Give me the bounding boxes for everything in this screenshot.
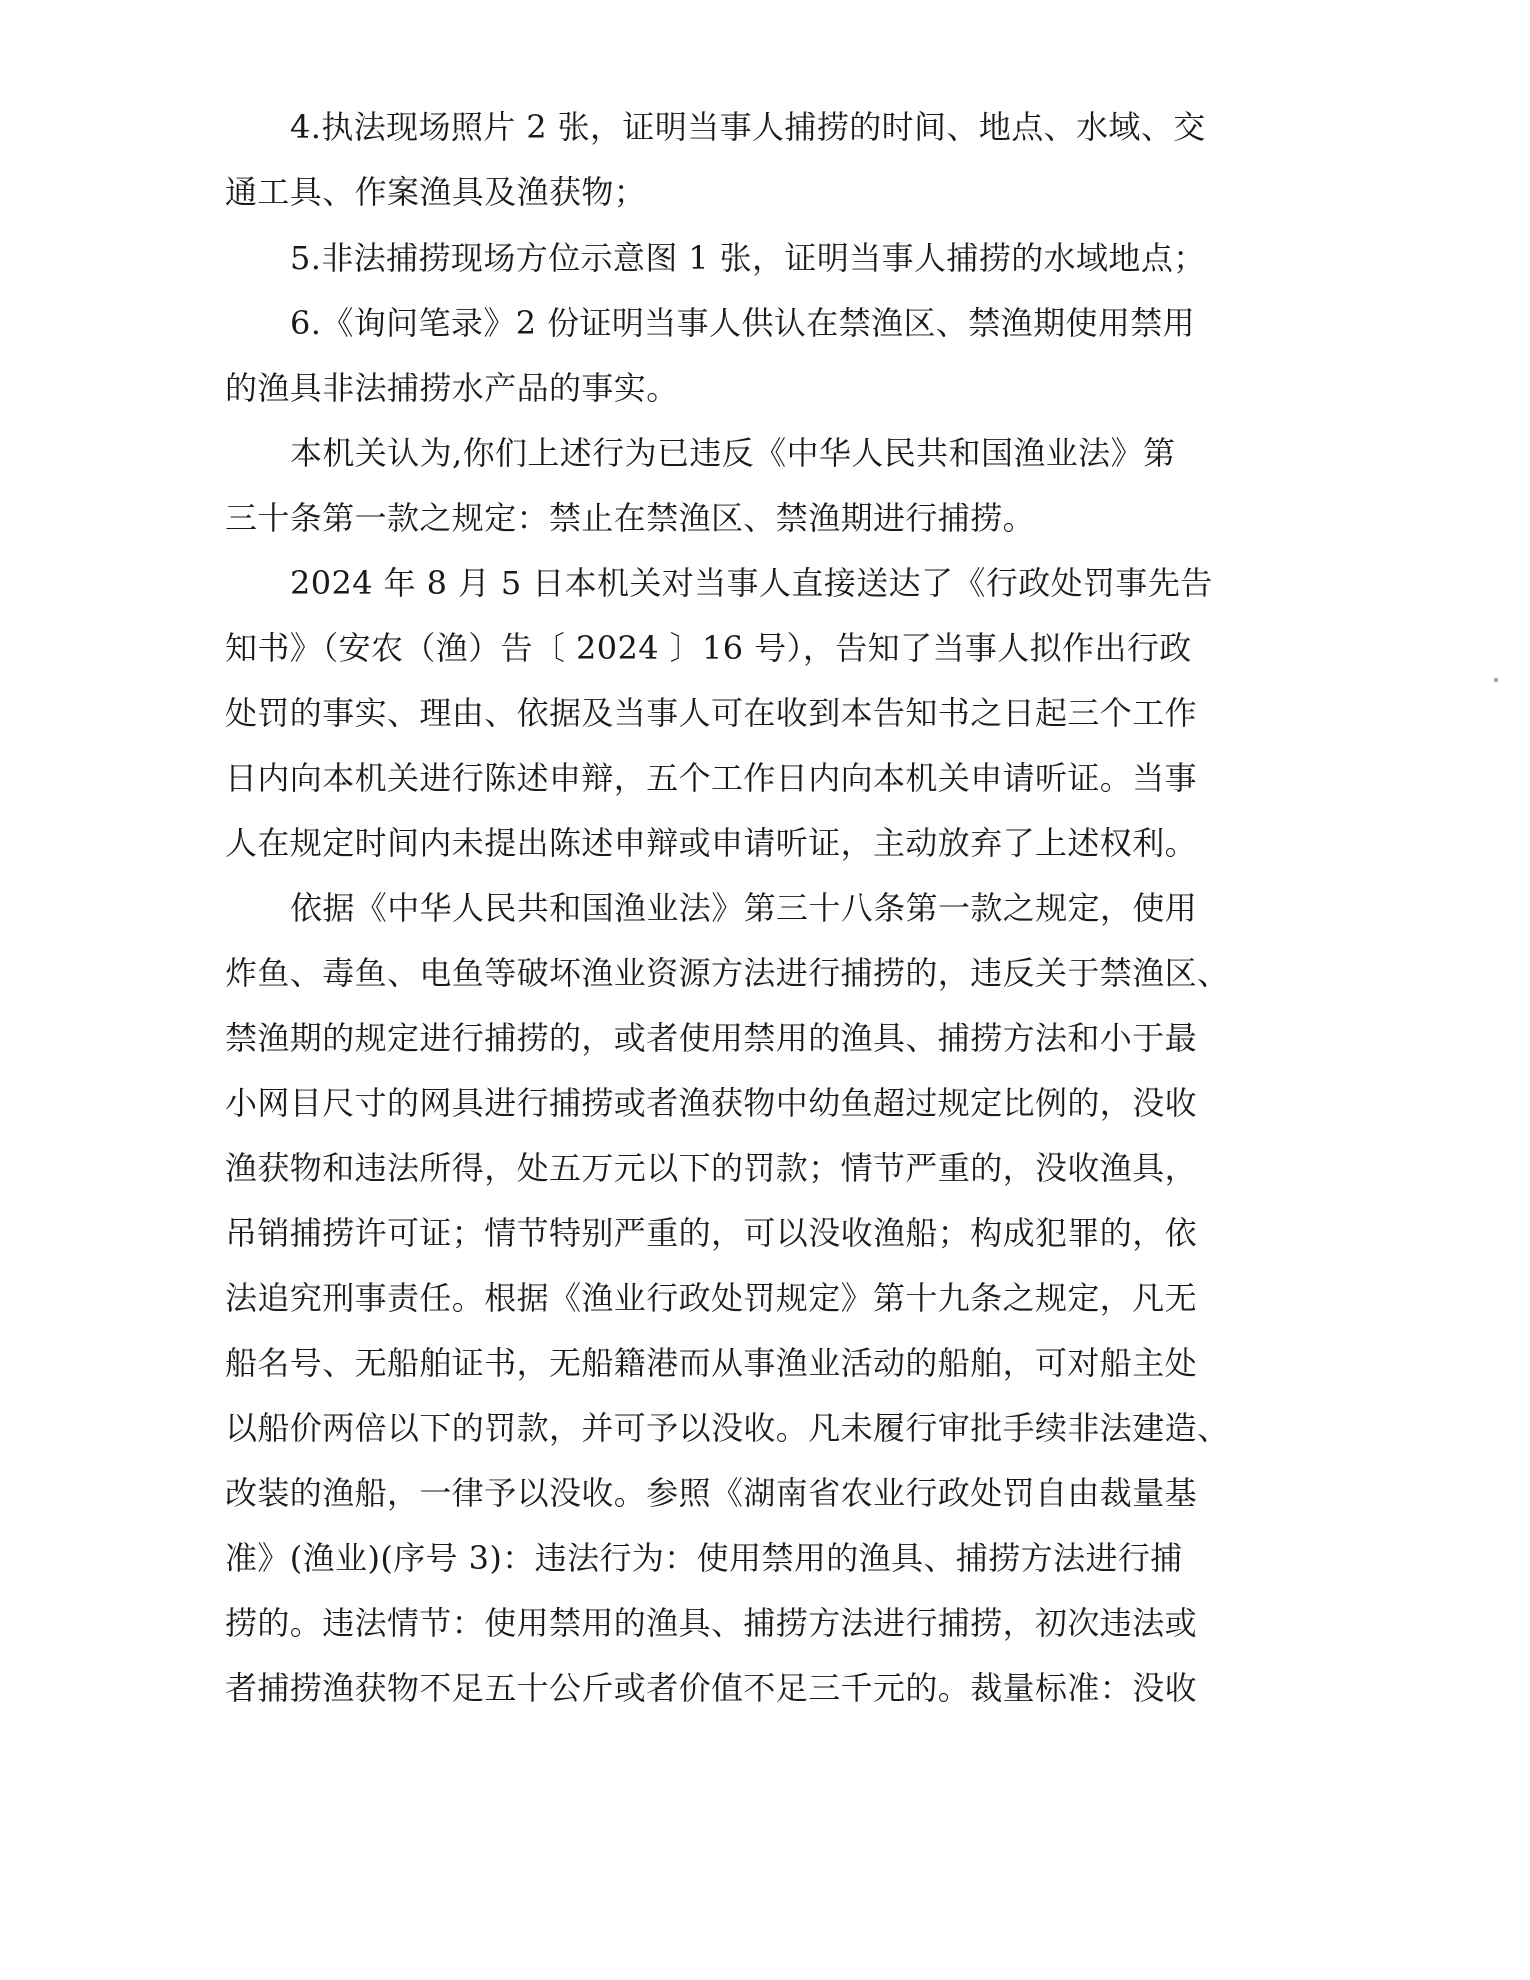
text-line: 禁渔期的规定进行捕捞的，或者使用禁用的渔具、捕捞方法和小于最	[225, 1019, 1198, 1057]
text-line: 准》(渔业)(序号 3)：违法行为：使用禁用的渔具、捕捞方法进行捕	[225, 1539, 1183, 1577]
text-line: 通工具、作案渔具及渔获物；	[225, 173, 647, 211]
text-line: 吊销捕捞许可证；情节特别严重的，可以没收渔船；构成犯罪的，依	[225, 1214, 1198, 1252]
text-line: 4.执法现场照片 2 张，证明当事人捕捞的时间、地点、水域、交	[290, 108, 1206, 146]
text-line: 渔获物和违法所得，处五万元以下的罚款；情节严重的，没收渔具，	[225, 1149, 1198, 1187]
text-line: 依据《中华人民共和国渔业法》第三十八条第一款之规定，使用	[290, 889, 1198, 927]
text-line: 的渔具非法捕捞水产品的事实。	[225, 369, 679, 407]
text-line: 日内向本机关进行陈述申辩，五个工作日内向本机关申请听证。当事	[225, 759, 1198, 797]
text-line: 人在规定时间内未提出陈述申辩或申请听证，主动放弃了上述权利。	[225, 824, 1198, 862]
text-line: 以船价两倍以下的罚款，并可予以没收。凡未履行审批手续非法建造、	[225, 1409, 1230, 1447]
text-line: 捞的。违法情节：使用禁用的渔具、捕捞方法进行捕捞，初次违法或	[225, 1604, 1198, 1642]
text-line: 6.《询问笔录》2 份证明当事人供认在禁渔区、禁渔期使用禁用	[290, 304, 1196, 342]
text-line: 2024 年 8 月 5 日本机关对当事人直接送达了《行政处罚事先告	[290, 564, 1213, 602]
text-line: 本机关认为,你们上述行为已违反《中华人民共和国渔业法》第	[290, 434, 1176, 472]
text-line: 炸鱼、毒鱼、电鱼等破坏渔业资源方法进行捕捞的，违反关于禁渔区、	[225, 954, 1230, 992]
text-line: 小网目尺寸的网具进行捕捞或者渔获物中幼鱼超过规定比例的，没收	[225, 1084, 1198, 1122]
text-line: 处罚的事实、理由、依据及当事人可在收到本告知书之日起三个工作	[225, 694, 1198, 732]
text-line: 知书》（安农（渔）告〔 2024 〕16 号），告知了当事人拟作出行政	[225, 629, 1192, 667]
text-line: 法追究刑事责任。根据《渔业行政处罚规定》第十九条之规定，凡无	[225, 1279, 1198, 1317]
text-line: 船名号、无船舶证书，无船籍港而从事渔业活动的船舶，可对船主处	[225, 1344, 1198, 1382]
text-line: 者捕捞渔获物不足五十公斤或者价值不足三千元的。裁量标准：没收	[225, 1669, 1198, 1707]
text-line: 三十条第一款之规定：禁止在禁渔区、禁渔期进行捕捞。	[225, 499, 1036, 537]
text-line: 改装的渔船，一律予以没收。参照《湖南省农业行政处罚自由裁量基	[225, 1474, 1198, 1512]
text-line: 5.非法捕捞现场方位示意图 1 张，证明当事人捕捞的水域地点；	[290, 239, 1206, 277]
scan-speck	[1494, 678, 1498, 682]
